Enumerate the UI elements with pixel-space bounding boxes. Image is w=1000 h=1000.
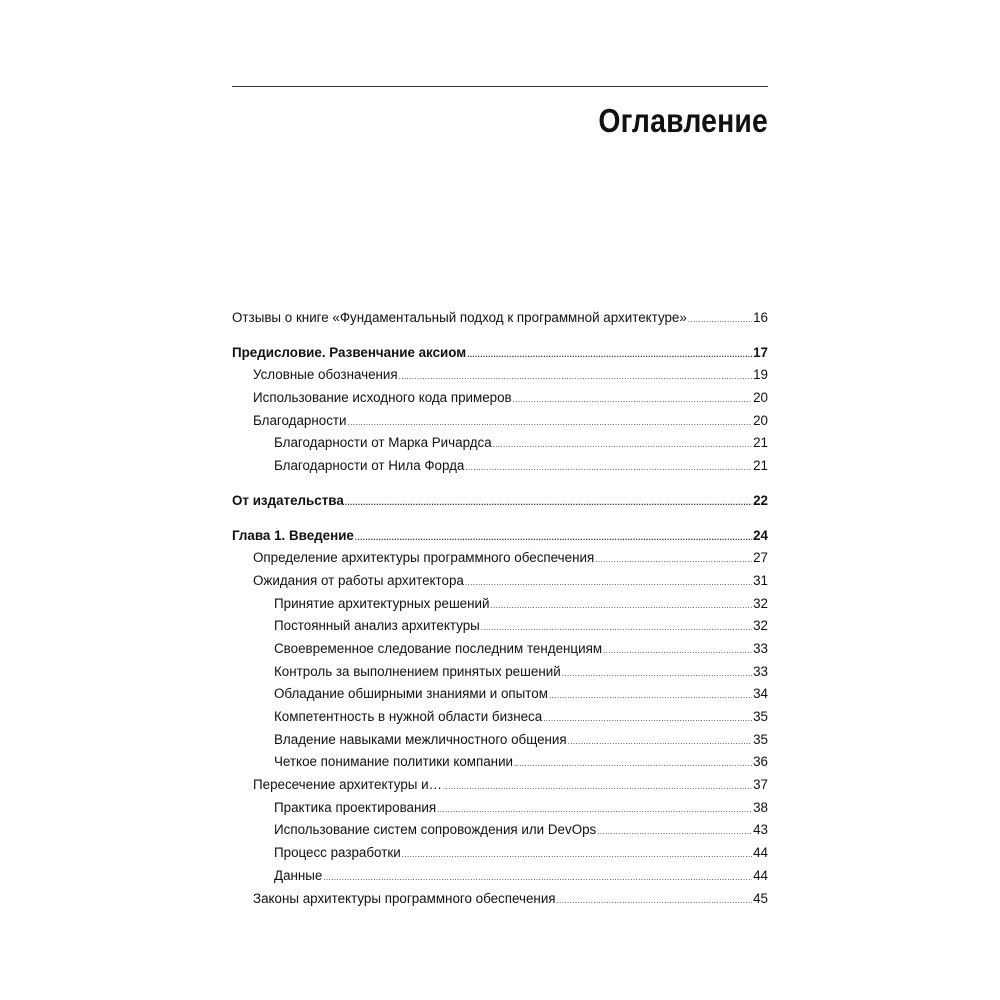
dot-leader xyxy=(355,527,752,550)
toc-entry-acknowledgments[interactable] xyxy=(232,410,768,433)
toc-entry-label: Пересечение архитектуры и… xyxy=(253,777,442,793)
dot-leader xyxy=(562,663,752,686)
toc-entry-label: Данные xyxy=(274,867,323,883)
toc-entry-trends[interactable] xyxy=(232,638,768,661)
toc-entry-business-domain[interactable] xyxy=(232,706,768,729)
toc-entry-label: Четкое понимание политики компании xyxy=(274,754,514,770)
toc-entry-label: Принятие архитектурных решений xyxy=(274,595,490,611)
toc-entry-page: 32 xyxy=(753,595,768,611)
toc-entry-page: 21 xyxy=(753,435,768,451)
toc-entry-page: 34 xyxy=(753,686,768,702)
toc-entry-label: Предисловие. Развенчание аксиом xyxy=(232,344,467,360)
toc-entry-page: 32 xyxy=(753,618,768,634)
toc-entry-label: Практика проектирования xyxy=(274,799,437,815)
toc-entry-page: 20 xyxy=(753,412,768,428)
dot-leader xyxy=(513,389,752,412)
toc-entry-page: 24 xyxy=(753,527,768,543)
toc-entry-ack-ford[interactable] xyxy=(232,455,768,478)
toc-entry-code-examples[interactable] xyxy=(232,387,768,410)
toc-entry-decisions[interactable] xyxy=(232,593,768,616)
toc-entry-analysis[interactable] xyxy=(232,615,768,638)
toc-entry-label: Ожидания от работы архитектора xyxy=(253,572,464,588)
toc-entry-interpersonal[interactable] xyxy=(232,729,768,752)
toc-entry-conventions[interactable] xyxy=(232,364,768,387)
toc-entry-page: 36 xyxy=(753,754,768,770)
toc-entry-label: Процесс разработки xyxy=(274,845,401,861)
toc-entry-politics[interactable] xyxy=(232,751,768,774)
toc-entry-page: 37 xyxy=(753,777,768,793)
toc-header xyxy=(232,86,768,141)
toc-entry-page: 33 xyxy=(753,663,768,679)
toc-entry-label: Благодарности от Нила Форда xyxy=(274,458,465,474)
toc-entry-page: 17 xyxy=(753,344,768,360)
toc-entry-page: 16 xyxy=(753,310,768,325)
toc-entry-label: Использование систем сопровождения или DevOps xyxy=(274,822,597,838)
toc-entry-expectations[interactable] xyxy=(232,570,768,593)
toc-entry-intersection[interactable] xyxy=(232,774,768,797)
toc-entry-label: Определение архитектуры программного обеспечения xyxy=(253,550,595,566)
toc-entry-devops[interactable] xyxy=(232,819,768,842)
toc-entry-chapter-1[interactable] xyxy=(232,525,768,548)
toc-entry-label: Благодарности xyxy=(253,412,347,428)
toc-entry-page: 45 xyxy=(753,890,768,906)
toc-entry-engineering-practice[interactable] xyxy=(232,797,768,820)
dot-leader xyxy=(597,821,752,844)
toc-entry-page: 31 xyxy=(753,572,768,588)
toc-entry-label: Глава 1. Введение xyxy=(232,527,354,543)
toc-entry-label: Условные обозначения xyxy=(253,367,398,383)
table-of-contents xyxy=(232,307,768,910)
dot-leader xyxy=(603,640,752,663)
toc-entry-label: Постоянный анализ архитектуры xyxy=(274,618,480,634)
dot-leader xyxy=(437,799,752,822)
dot-leader xyxy=(465,572,752,595)
toc-entry-page: 20 xyxy=(753,390,768,406)
dot-leader xyxy=(595,549,752,572)
dot-leader xyxy=(481,617,752,640)
toc-entry-experience[interactable] xyxy=(232,683,768,706)
toc-entry-laws[interactable] xyxy=(232,888,768,911)
top-rule xyxy=(232,86,768,87)
toc-entry-page: 44 xyxy=(753,845,768,861)
page-title: Оглавление xyxy=(598,102,768,139)
toc-entry-label: Отзывы о книге «Фундаментальный подход к программной архитектуре» xyxy=(232,310,687,325)
dot-leader xyxy=(493,434,752,457)
toc-entry-page: 19 xyxy=(753,367,768,383)
dot-leader xyxy=(465,457,752,480)
toc-entry-definition[interactable] xyxy=(232,547,768,570)
dot-leader xyxy=(688,309,752,332)
toc-entry-page: 35 xyxy=(753,731,768,747)
toc-entry-page: 27 xyxy=(753,550,768,566)
dot-leader xyxy=(549,685,752,708)
dot-leader xyxy=(467,344,752,367)
toc-entry-process[interactable] xyxy=(232,842,768,865)
toc-entry-page: 22 xyxy=(753,492,768,508)
toc-entry-reviews[interactable] xyxy=(232,307,768,330)
toc-entry-page: 33 xyxy=(753,640,768,656)
toc-entry-page: 44 xyxy=(753,867,768,883)
dot-leader xyxy=(323,867,752,890)
dot-leader xyxy=(543,708,752,731)
toc-entry-label: Владение навыками межличностного общения xyxy=(274,731,567,747)
toc-entry-preface[interactable] xyxy=(232,342,768,365)
dot-leader xyxy=(402,844,752,867)
dot-leader xyxy=(348,412,753,435)
dot-leader xyxy=(514,753,752,776)
dot-leader xyxy=(443,776,752,799)
toc-entry-page: 35 xyxy=(753,709,768,724)
toc-entry-label: От издательства xyxy=(232,492,344,508)
toc-entry-label: Благодарности от Марка Ричардса xyxy=(274,435,492,451)
toc-entry-label: Обладание обширными знаниями и опытом xyxy=(274,686,548,702)
toc-entry-data[interactable] xyxy=(232,865,768,888)
dot-leader xyxy=(568,731,752,754)
dot-leader xyxy=(491,595,753,618)
toc-entry-ack-richards[interactable] xyxy=(232,432,768,455)
dot-leader xyxy=(399,366,752,389)
toc-entry-publisher[interactable] xyxy=(232,490,768,513)
toc-entry-page: 43 xyxy=(753,822,768,838)
toc-entry-label: Контроль за выполнением принятых решений xyxy=(274,663,561,679)
toc-entry-label: Компетентность в нужной области бизнеса xyxy=(274,709,543,724)
toc-entry-compliance[interactable] xyxy=(232,661,768,684)
toc-entry-page: 38 xyxy=(753,799,768,815)
dot-leader xyxy=(345,492,752,515)
toc-entry-page: 21 xyxy=(753,458,768,474)
toc-entry-label: Своевременное следование последним тенденциям xyxy=(274,640,603,656)
toc-entry-label: Законы архитектуры программного обеспечения xyxy=(253,890,556,906)
dot-leader xyxy=(557,890,753,913)
toc-entry-label: Использование исходного кода примеров xyxy=(253,390,512,406)
